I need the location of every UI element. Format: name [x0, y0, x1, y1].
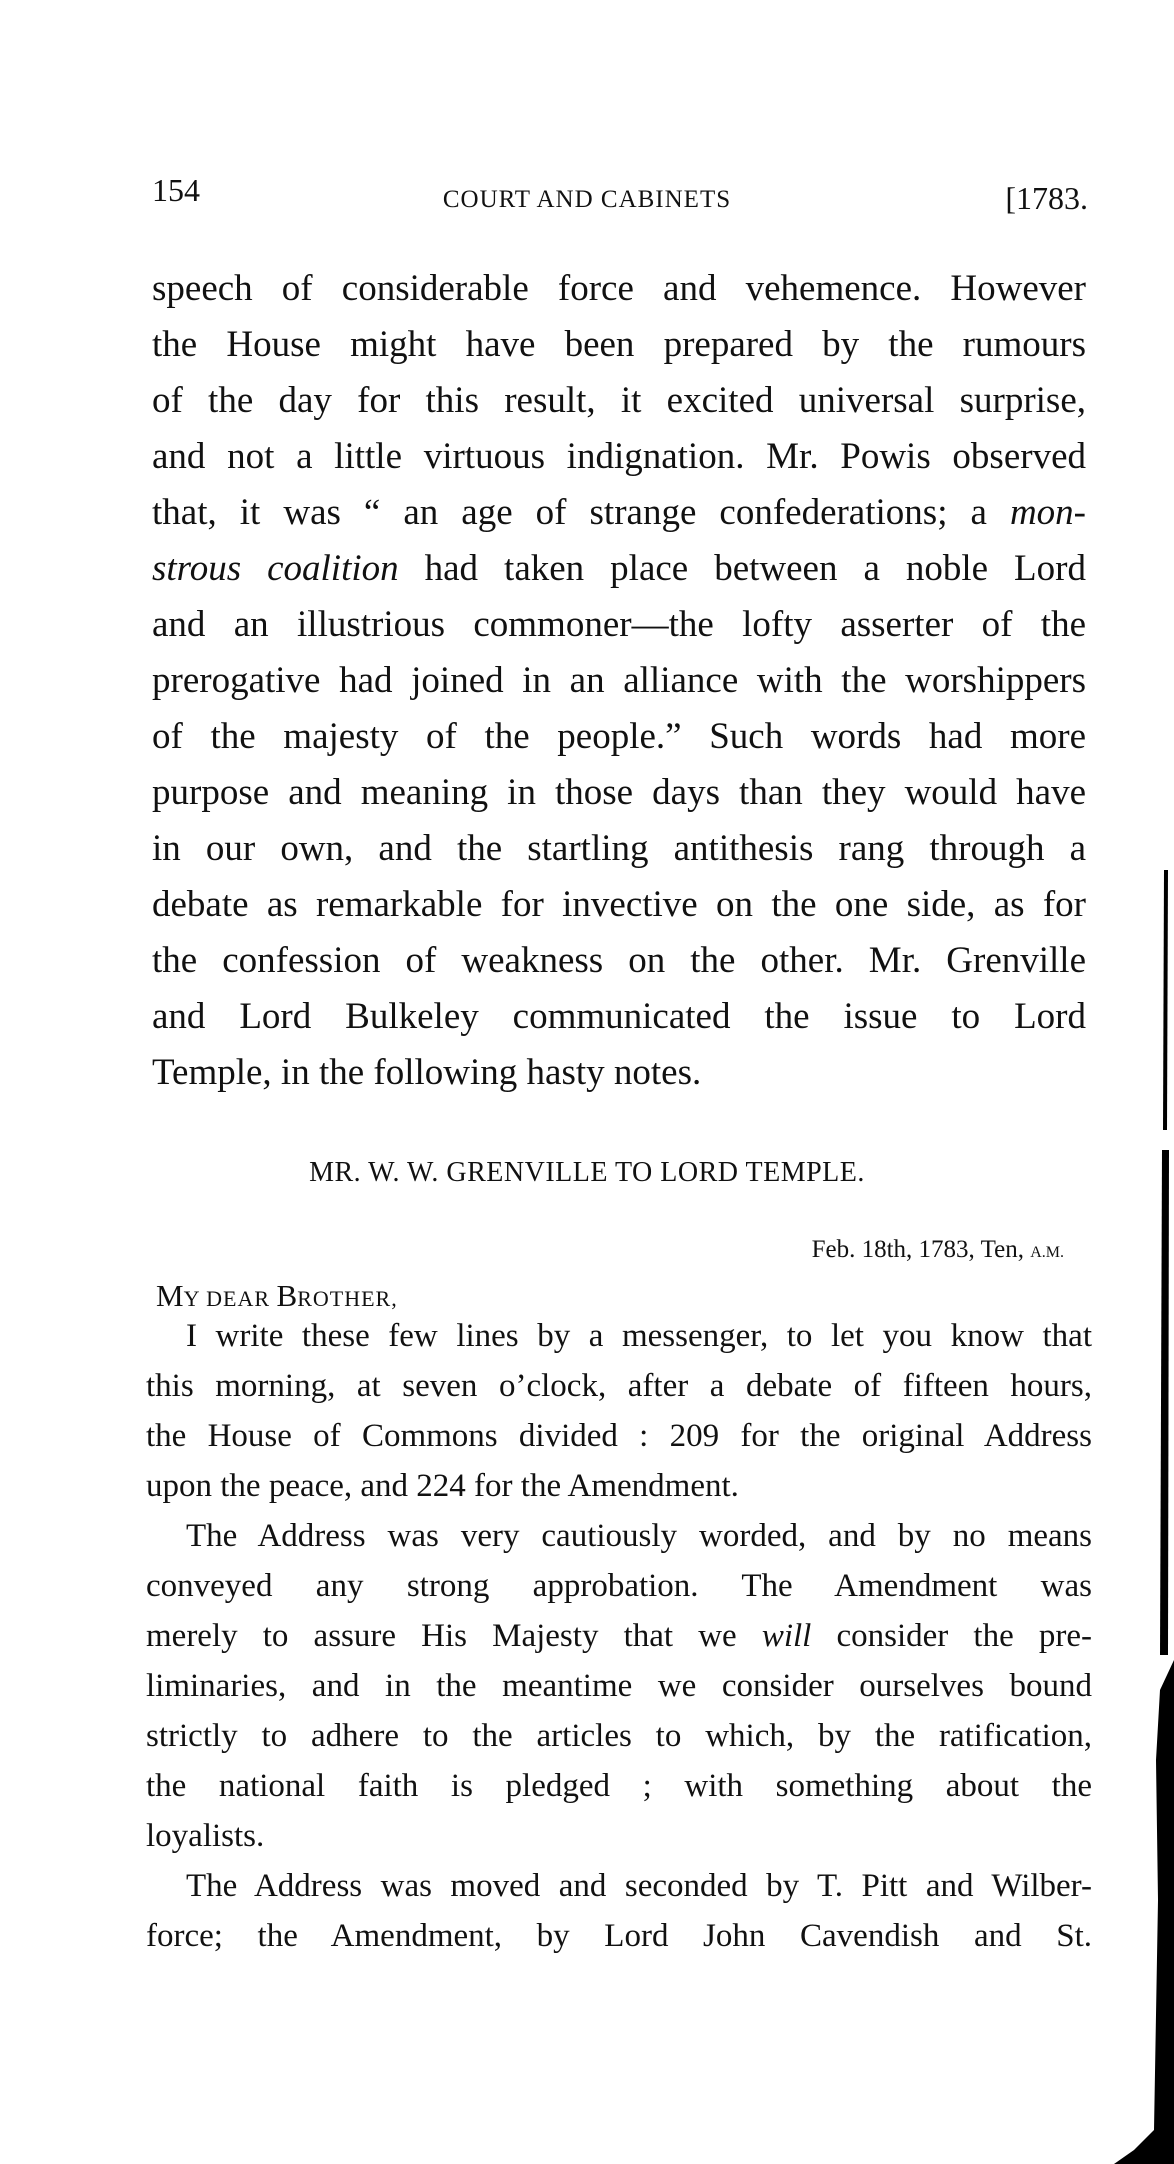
- body-line: of the majesty of the people.” Such words had more: [152, 716, 1086, 757]
- letter-date: [812, 1236, 1064, 1264]
- body-line: and Lord Bulkeley communicated the issue to Lord: [152, 996, 1086, 1037]
- body-line: [152, 494, 1086, 531]
- body-line: of the day for this result, it excited universal surprise,: [152, 380, 1086, 421]
- letter-line: [146, 1620, 1092, 1653]
- body-line: and not a little virtuous indignation. Mr. Powis observed: [152, 436, 1086, 477]
- salutation-part: B: [276, 1278, 298, 1313]
- letter-line: strictly to adhere to the articles to which, by the ratification,: [146, 1718, 1092, 1754]
- body-line: prerogative had joined in an alliance with the worshippers: [152, 660, 1086, 701]
- body-line: the House might have been prepared by the rumours: [152, 324, 1086, 365]
- salutation-part: Y DEAR: [183, 1286, 277, 1311]
- letter-line: The Address was very cautiously worded, and by no means: [186, 1518, 1092, 1554]
- emphasis-text: will: [761, 1618, 812, 1654]
- salutation-part: ROTHER,: [297, 1286, 398, 1311]
- letter-text: merely to assure His Majesty that we: [146, 1618, 762, 1654]
- page-edge-shadow: [1114, 0, 1174, 2164]
- page-number: 154: [152, 172, 200, 208]
- body-line: and an illustrious commoner—the lofty asserter of the: [152, 604, 1086, 645]
- body-line: debate as remarkable for invective on the one side, as for: [152, 884, 1086, 925]
- emphasis-text: strous coalition: [152, 548, 399, 589]
- letter-line: the House of Commons divided : 209 for the original Address: [146, 1418, 1092, 1454]
- date-text: Feb. 18th, 1783, Ten,: [811, 1236, 1031, 1263]
- letter-line: upon the peace, and 224 for the Amendment.: [146, 1468, 739, 1504]
- date-suffix: A.M.: [1030, 1244, 1064, 1261]
- letter-line: force; the Amendment, by Lord John Cavendish and St.: [146, 1918, 1092, 1954]
- salutation: [156, 1278, 398, 1314]
- letter-line: liminaries, and in the meantime we consider ourselves bound: [146, 1668, 1092, 1704]
- body-line: the confession of weakness on the other. Mr. Grenville: [152, 940, 1086, 981]
- letter-line: conveyed any strong approbation. The Amendment was: [146, 1568, 1092, 1604]
- body-line: speech of considerable force and vehemence. However: [152, 268, 1086, 309]
- body-line: Temple, in the following hasty notes.: [152, 1052, 702, 1093]
- body-line: in our own, and the startling antithesis rang through a: [152, 828, 1086, 869]
- salutation-part: M: [156, 1278, 184, 1313]
- letter-line: I write these few lines by a messenger, to let you know that: [186, 1318, 1092, 1354]
- body-line: strous coalition had taken place between a noble Lord: [152, 548, 1086, 589]
- body-line: purpose and meaning in those days than they would have: [152, 772, 1086, 813]
- letter-text: consider the pre-: [811, 1618, 1092, 1654]
- body-text: that, it was “ an age of strange confederations; a mon-: [152, 492, 1086, 533]
- running-title: COURT AND CABINETS: [442, 186, 732, 213]
- letter-line: the national faith is pledged ; with something about the: [146, 1768, 1092, 1804]
- letter-line: The Address was moved and seconded by T. Pitt and Wilber-: [186, 1868, 1092, 1904]
- letter-line: loyalists.: [146, 1818, 265, 1854]
- letter-line: this morning, at seven o’clock, after a debate of fifteen hours,: [146, 1368, 1092, 1404]
- letter-heading: MR. W. W. GRENVILLE TO LORD TEMPLE.: [309, 1157, 865, 1188]
- header-year: [1783.: [1005, 180, 1088, 216]
- emphasis-text: mon-: [1009, 492, 1086, 533]
